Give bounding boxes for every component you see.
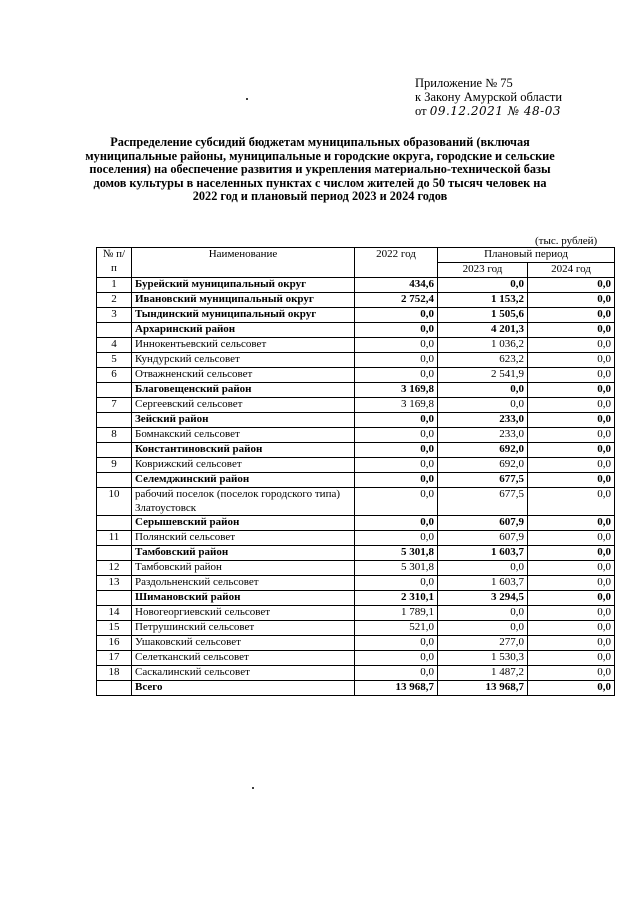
value-2023: 1 505,6 — [438, 308, 528, 323]
table-row — [97, 368, 615, 383]
value-2022: 0,0 — [355, 576, 438, 591]
row-number: 1 — [97, 278, 132, 293]
value-2023: 623,2 — [438, 353, 528, 368]
row-name: Серышевский район — [132, 516, 355, 531]
value-2024: 0,0 — [528, 308, 615, 323]
value-2024: 0,0 — [528, 561, 615, 576]
row-name: Раздольненский сельсовет — [132, 576, 355, 591]
row-name: Петрушинский сельсовет — [132, 621, 355, 636]
row-name: Бурейский муниципальный округ — [132, 278, 355, 293]
row-number: 13 — [97, 576, 132, 591]
value-2024: 0,0 — [528, 531, 615, 546]
value-2023: 1 036,2 — [438, 338, 528, 353]
value-2022: 2 310,1 — [355, 591, 438, 606]
value-2024: 0,0 — [528, 591, 615, 606]
value-2024: 0,0 — [528, 383, 615, 398]
value-2022: 5 301,8 — [355, 546, 438, 561]
value-2023: 692,0 — [438, 443, 528, 458]
header-num: № п/п — [97, 248, 132, 278]
value-2023: 607,9 — [438, 516, 528, 531]
value-2023: 677,5 — [438, 488, 528, 516]
appendix-block — [415, 76, 562, 118]
value-2022: 0,0 — [355, 323, 438, 338]
value-2024: 0,0 — [528, 353, 615, 368]
scan-speck — [246, 98, 248, 100]
scan-speck — [252, 787, 254, 789]
row-number: 17 — [97, 651, 132, 666]
value-2022: 3 169,8 — [355, 398, 438, 413]
header-2024: 2024 год — [528, 263, 615, 278]
table-row — [97, 516, 615, 531]
value-2024: 0,0 — [528, 621, 615, 636]
row-number — [97, 323, 132, 338]
value-2024: 0,0 — [528, 651, 615, 666]
row-number: 7 — [97, 398, 132, 413]
value-2022: 5 301,8 — [355, 561, 438, 576]
value-2024: 0,0 — [528, 636, 615, 651]
row-name: Саскалинский сельсовет — [132, 666, 355, 681]
value-2024: 0,0 — [528, 458, 615, 473]
row-name: Бомнакский сельсовет — [132, 428, 355, 443]
value-2023: 0,0 — [438, 383, 528, 398]
value-2022: 0,0 — [355, 413, 438, 428]
value-2023: 692,0 — [438, 458, 528, 473]
row-number — [97, 516, 132, 531]
header-2023: 2023 год — [438, 263, 528, 278]
table-row — [97, 546, 615, 561]
table-row — [97, 591, 615, 606]
value-2024: 0,0 — [528, 488, 615, 516]
header-planned: Плановый период — [438, 248, 615, 263]
value-2023: 1 153,2 — [438, 293, 528, 308]
value-2023: 0,0 — [438, 621, 528, 636]
table-row — [97, 488, 615, 516]
value-2024: 0,0 — [528, 681, 615, 696]
value-2022: 0,0 — [355, 458, 438, 473]
subsidy-table — [96, 247, 615, 696]
table-header-row — [97, 248, 615, 263]
row-name: Ивановский муниципальный округ — [132, 293, 355, 308]
value-2023: 233,0 — [438, 428, 528, 443]
row-number: 9 — [97, 458, 132, 473]
row-number: 8 — [97, 428, 132, 443]
table-row — [97, 666, 615, 681]
value-2023: 1 603,7 — [438, 546, 528, 561]
value-2022: 0,0 — [355, 443, 438, 458]
value-2022: 3 169,8 — [355, 383, 438, 398]
value-2023: 13 968,7 — [438, 681, 528, 696]
row-name: Кундурский сельсовет — [132, 353, 355, 368]
table-row — [97, 458, 615, 473]
appendix-handwritten-date: 09.12.2021 № 48-03 — [429, 104, 561, 118]
table-row — [97, 621, 615, 636]
header-name: Наименование — [132, 248, 355, 278]
row-name: Константиновский район — [132, 443, 355, 458]
value-2024: 0,0 — [528, 278, 615, 293]
value-2022: 0,0 — [355, 666, 438, 681]
value-2022: 13 968,7 — [355, 681, 438, 696]
row-number — [97, 473, 132, 488]
value-2023: 677,5 — [438, 473, 528, 488]
row-number — [97, 546, 132, 561]
value-2022: 0,0 — [355, 516, 438, 531]
value-2023: 0,0 — [438, 278, 528, 293]
row-number: 11 — [97, 531, 132, 546]
value-2022: 521,0 — [355, 621, 438, 636]
table-row — [97, 338, 615, 353]
row-name: Полянский сельсовет — [132, 531, 355, 546]
value-2024: 0,0 — [528, 428, 615, 443]
value-2023: 233,0 — [438, 413, 528, 428]
row-number: 18 — [97, 666, 132, 681]
table-body — [97, 278, 615, 696]
value-2022: 434,6 — [355, 278, 438, 293]
table-row — [97, 561, 615, 576]
row-name: Шимановский район — [132, 591, 355, 606]
value-2024: 0,0 — [528, 473, 615, 488]
row-number: 14 — [97, 606, 132, 621]
appendix-date-prefix: от — [415, 104, 427, 118]
table-row — [97, 576, 615, 591]
value-2024: 0,0 — [528, 413, 615, 428]
value-2022: 0,0 — [355, 368, 438, 383]
row-number: 10 — [97, 488, 132, 516]
value-2023: 607,9 — [438, 531, 528, 546]
table-row — [97, 606, 615, 621]
row-number — [97, 383, 132, 398]
value-2022: 1 789,1 — [355, 606, 438, 621]
table-row — [97, 398, 615, 413]
row-name: Тамбовский район — [132, 546, 355, 561]
table-row — [97, 293, 615, 308]
value-2022: 0,0 — [355, 651, 438, 666]
row-name: Селемджинский район — [132, 473, 355, 488]
value-2022: 0,0 — [355, 338, 438, 353]
value-2022: 0,0 — [355, 308, 438, 323]
row-number — [97, 413, 132, 428]
value-2023: 0,0 — [438, 606, 528, 621]
row-name: Селетканский сельсовет — [132, 651, 355, 666]
table-row — [97, 428, 615, 443]
table-row — [97, 443, 615, 458]
row-number: 16 — [97, 636, 132, 651]
appendix-date-line — [415, 104, 562, 118]
value-2024: 0,0 — [528, 546, 615, 561]
row-name: Иннокентьевский сельсовет — [132, 338, 355, 353]
value-2024: 0,0 — [528, 666, 615, 681]
row-name: Тамбовский район — [132, 561, 355, 576]
row-number — [97, 591, 132, 606]
value-2024: 0,0 — [528, 338, 615, 353]
value-2023: 1 487,2 — [438, 666, 528, 681]
value-2024: 0,0 — [528, 443, 615, 458]
row-number: 2 — [97, 293, 132, 308]
table-row — [97, 308, 615, 323]
table-row — [97, 353, 615, 368]
table-row — [97, 473, 615, 488]
table-row — [97, 531, 615, 546]
value-2022: 0,0 — [355, 428, 438, 443]
value-2022: 0,0 — [355, 636, 438, 651]
row-name: Благовещенский район — [132, 383, 355, 398]
table-row — [97, 651, 615, 666]
row-number — [97, 443, 132, 458]
value-2023: 0,0 — [438, 561, 528, 576]
table-row — [97, 278, 615, 293]
value-2024: 0,0 — [528, 398, 615, 413]
value-2022: 0,0 — [355, 473, 438, 488]
value-2023: 4 201,3 — [438, 323, 528, 338]
row-name: Коврижский сельсовет — [132, 458, 355, 473]
value-2024: 0,0 — [528, 293, 615, 308]
row-name: Архаринский район — [132, 323, 355, 338]
row-number: 3 — [97, 308, 132, 323]
row-number: 6 — [97, 368, 132, 383]
value-2024: 0,0 — [528, 606, 615, 621]
unit-label: (тыс. рублей) — [535, 235, 598, 247]
value-2023: 0,0 — [438, 398, 528, 413]
value-2024: 0,0 — [528, 323, 615, 338]
table-row — [97, 681, 615, 696]
row-name: Тындинский муниципальный округ — [132, 308, 355, 323]
header-2022: 2022 год — [355, 248, 438, 278]
row-name: Ушаковский сельсовет — [132, 636, 355, 651]
row-number: 12 — [97, 561, 132, 576]
row-number — [97, 681, 132, 696]
value-2023: 1 603,7 — [438, 576, 528, 591]
table-row — [97, 323, 615, 338]
row-name: Всего — [132, 681, 355, 696]
value-2024: 0,0 — [528, 516, 615, 531]
value-2023: 3 294,5 — [438, 591, 528, 606]
row-name: Сергеевский сельсовет — [132, 398, 355, 413]
row-name: Отважненский сельсовет — [132, 368, 355, 383]
row-number: 15 — [97, 621, 132, 636]
value-2023: 277,0 — [438, 636, 528, 651]
value-2024: 0,0 — [528, 576, 615, 591]
appendix-line-1: Приложение № 75 — [415, 76, 513, 90]
value-2024: 0,0 — [528, 368, 615, 383]
value-2023: 2 541,9 — [438, 368, 528, 383]
value-2022: 0,0 — [355, 531, 438, 546]
row-number: 5 — [97, 353, 132, 368]
appendix-line-2: к Закону Амурской области — [415, 90, 563, 104]
value-2023: 1 530,3 — [438, 651, 528, 666]
table-row — [97, 383, 615, 398]
row-name: Зейский район — [132, 413, 355, 428]
row-name: рабочий поселок (поселок городского типа) Златоустовск — [132, 488, 355, 516]
document-title: Распределение субсидий бюджетам муниципальных образований (включая муниципальные районы, муниципальные и городские округа, городские и сельские поселения) на обеспечение развития и укрепления материально-технической базы домов культуры в населенных пунктах с числом жителей до 50 тысяч человек на 2022 год и плановый период 2023 и 2024 годов — [85, 135, 555, 204]
value-2022: 0,0 — [355, 488, 438, 516]
table-row — [97, 636, 615, 651]
value-2022: 0,0 — [355, 353, 438, 368]
row-number: 4 — [97, 338, 132, 353]
value-2022: 2 752,4 — [355, 293, 438, 308]
row-name: Новогеоргиевский сельсовет — [132, 606, 355, 621]
table-row — [97, 413, 615, 428]
